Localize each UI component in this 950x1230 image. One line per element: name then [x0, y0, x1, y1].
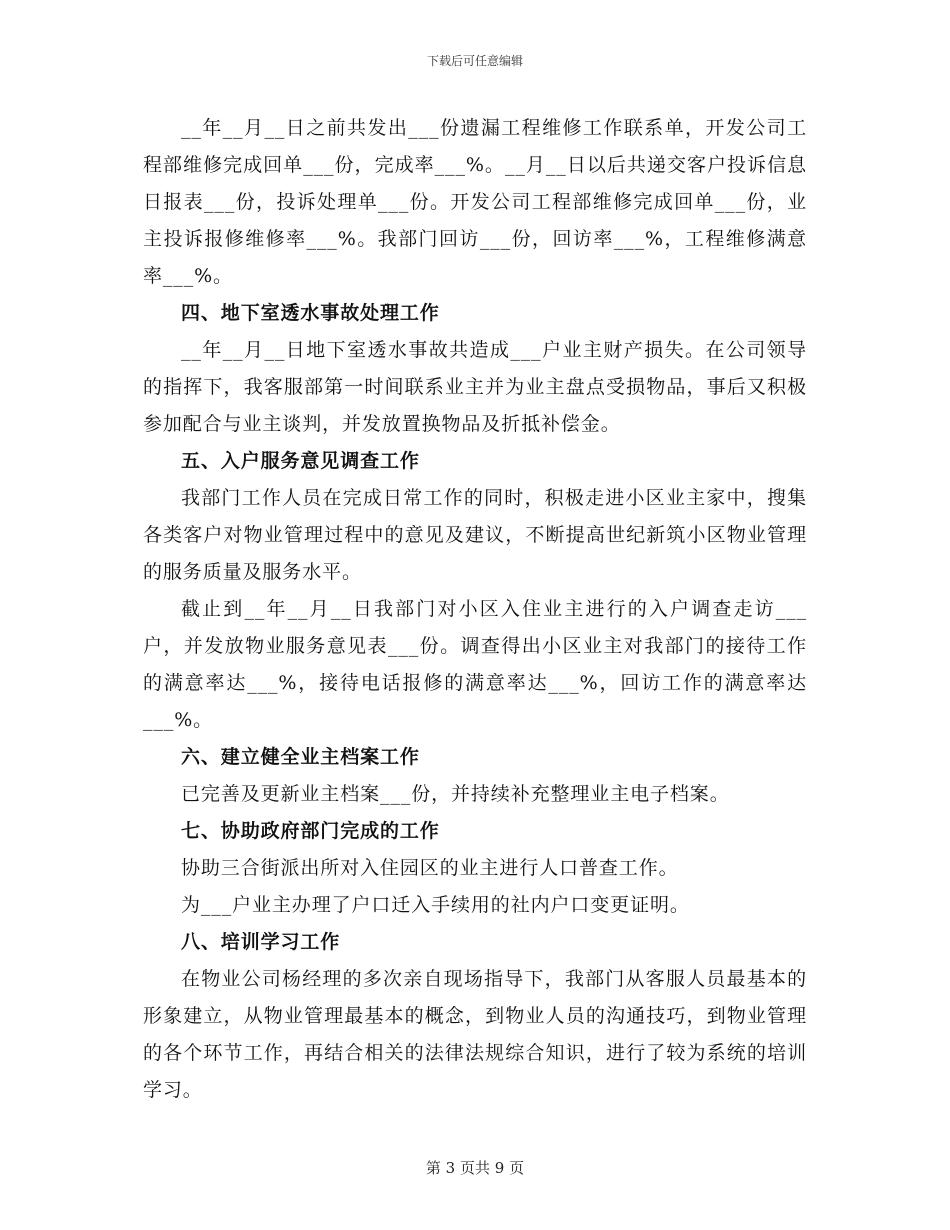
document-body [143, 110, 807, 1109]
paragraph-household-registration: 为___户业主办理了户口迁入手续用的社内户口变更证明。 [181, 894, 690, 916]
paragraph-census: 协助三合街派出所对入住园区的业主进行人口普查工作。 [181, 857, 679, 879]
section-heading-8: 八、培训学习工作 [181, 931, 341, 953]
section-heading-7: 七、协助政府部门完成的工作 [181, 820, 440, 842]
section-heading-6: 六、建立健全业主档案工作 [181, 746, 420, 768]
page-number: 第 3 页共 9 页 [425, 1159, 525, 1177]
paragraph-owner-archives: 已完善及更新业主档案___份，并持续补充整理业主电子档案。 [181, 783, 730, 805]
section-heading-4: 四、地下室透水事故处理工作 [181, 302, 440, 324]
section-heading-5: 五、入户服务意见调查工作 [181, 450, 420, 472]
paragraph-survey-results: 截止到__年__月__日我部门对小区入住业主进行的入户调查走访___户，并发放物业服务意见表___份。调查得出小区业主对我部门的接待工作的满意率达___%，接待电话报修的满意率达___%，回访工作的满意率达___%。 [143, 598, 807, 731]
paragraph-training: 在物业公司杨经理的多次亲自现场指导下，我部门从客服人员最基本的形象建立，从物业管理最基本的概念，到物业人员的沟通技巧，到物业管理的各个环节工作，再结合相关的法律法规综合知识，进行了较为系统的培训学习。 [143, 968, 807, 1101]
page-header: 下载后可任意编辑 [426, 54, 523, 68]
paragraph-repair-stats: __年__月__日之前共发出___份遗漏工程维修工作联系单，开发公司工程部维修完成回单___份，完成率___%。__月__日以后共递交客户投诉信息日报表___份，投诉处理单___份。开发公司工程部维修完成回单___份，业主投诉报修维修率___%。我部门回访___份，回访率___%，工程维修满意率___%。 [143, 117, 807, 287]
paragraph-basement-flood: __年__月__日地下室透水事故共造成___户业主财产损失。在公司领导的指挥下，我客服部第一时间联系业主并为业主盘点受损物品，事后又积极参加配合与业主谈判，并发放置换物品及折抵补偿金。 [143, 339, 807, 435]
paragraph-survey-intro: 我部门工作人员在完成日常工作的同时，积极走进小区业主家中，搜集各类客户对物业管理过程中的意见及建议，不断提高世纪新筑小区物业管理的服务质量及服务水平。 [143, 487, 807, 583]
